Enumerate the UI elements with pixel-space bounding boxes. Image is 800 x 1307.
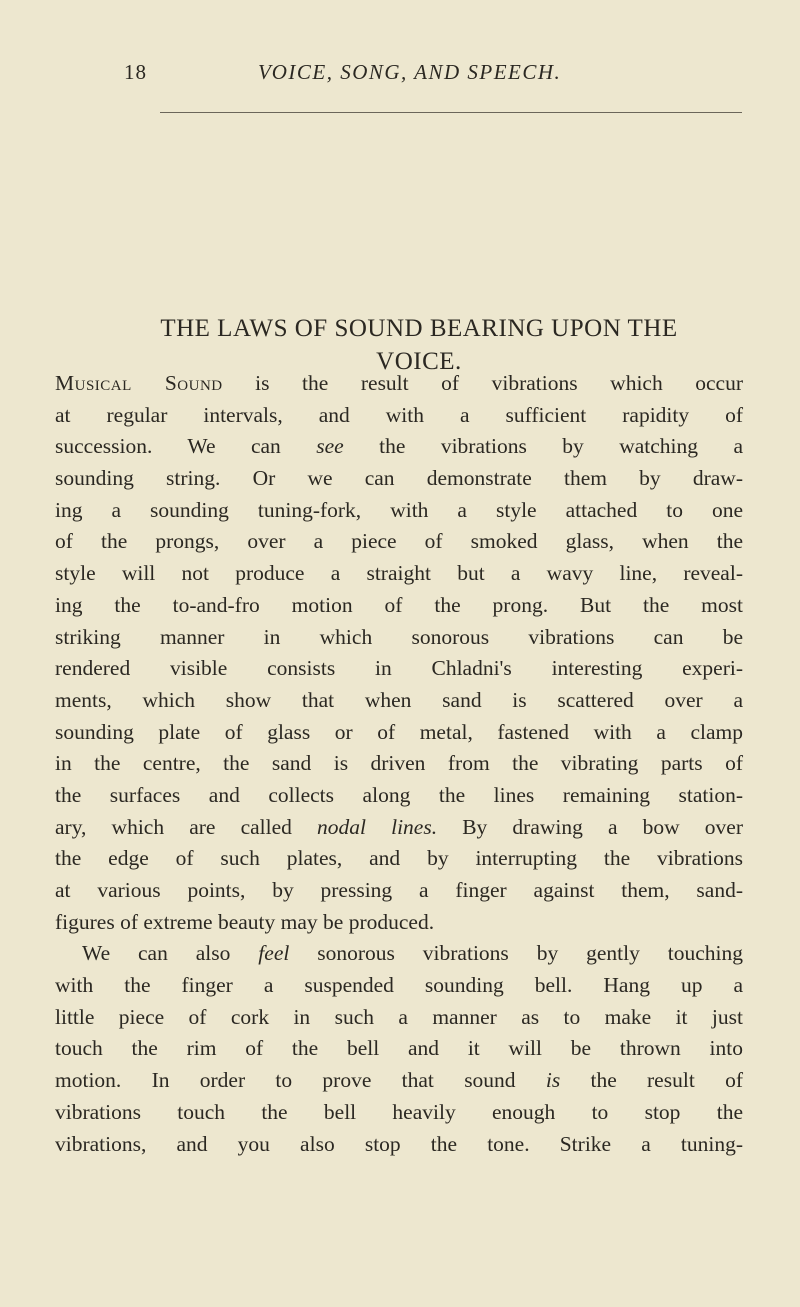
- text-line: We can also feel sonorous vibrations by gently touching: [82, 941, 743, 966]
- text-line: sounding string. Or we can demonstrate them by draw-: [55, 466, 743, 491]
- text-line: vibrations, and you also stop the tone. Strike a tuning-: [55, 1131, 743, 1156]
- running-title: VOICE, SONG, AND SPEECH.: [258, 60, 562, 84]
- text-line: the surfaces and collects along the lines remaining station-: [55, 782, 743, 807]
- lead-words: Musical Sound: [55, 371, 223, 395]
- text-line: striking manner in which sonorous vibrations can be: [55, 624, 743, 649]
- running-head: [124, 60, 744, 96]
- text-line: little piece of cork in such a manner as to make it just: [55, 1004, 743, 1029]
- text-line: at regular intervals, and with a sufficient rapidity of: [55, 402, 743, 427]
- text-line: ary, which are called nodal lines. By drawing a bow over: [55, 814, 743, 839]
- text-line: of the prongs, over a piece of smoked glass, when the: [55, 529, 743, 554]
- text-line: the edge of such plates, and by interrupting the vibrations: [55, 846, 743, 871]
- emphasis: nodal lines.: [317, 814, 438, 839]
- body-text: [55, 368, 743, 1160]
- text-line: at various points, by pressing a finger against them, sand-: [55, 878, 743, 902]
- text-line: Musical Sound is the result of vibrations which occur: [55, 371, 743, 395]
- emphasis: feel: [258, 941, 290, 966]
- chapter-title-line: VOICE.: [376, 348, 462, 375]
- text-line: in the centre, the sand is driven from the vibrating parts of: [55, 751, 743, 776]
- text-line: figures of extreme beauty may be produced.: [55, 909, 435, 934]
- text-line: ing a sounding tuning-fork, with a style attached to one: [55, 497, 743, 522]
- text-line: rendered visible consists in Chladni's interesting experi-: [55, 656, 743, 681]
- text-line: ing the to-and-fro motion of the prong. But the most: [55, 592, 743, 617]
- text-line: style will not produce a straight but a wavy line, reveal-: [55, 561, 743, 586]
- text-line: touch the rim of the bell and it will be thrown into: [55, 1036, 743, 1061]
- emphasis: see: [316, 434, 344, 459]
- text-line: succession. We can see the vibrations by watching a: [55, 434, 743, 459]
- text-line: sounding plate of glass or of metal, fastened with a clamp: [55, 719, 743, 744]
- text-line: ments, which show that when sand is scattered over a: [55, 687, 743, 712]
- text-line: with the finger a suspended sounding bell. Hang up a: [55, 973, 743, 998]
- header-rule: [160, 112, 742, 113]
- emphasis: is: [545, 1068, 561, 1093]
- page-number: 18: [124, 60, 147, 84]
- text-line: motion. In order to prove that sound is the result of: [55, 1068, 743, 1093]
- chapter-title-line: THE LAWS OF SOUND BEARING UPON THE: [160, 315, 678, 342]
- text-line: vibrations touch the bell heavily enough to stop the: [55, 1099, 743, 1124]
